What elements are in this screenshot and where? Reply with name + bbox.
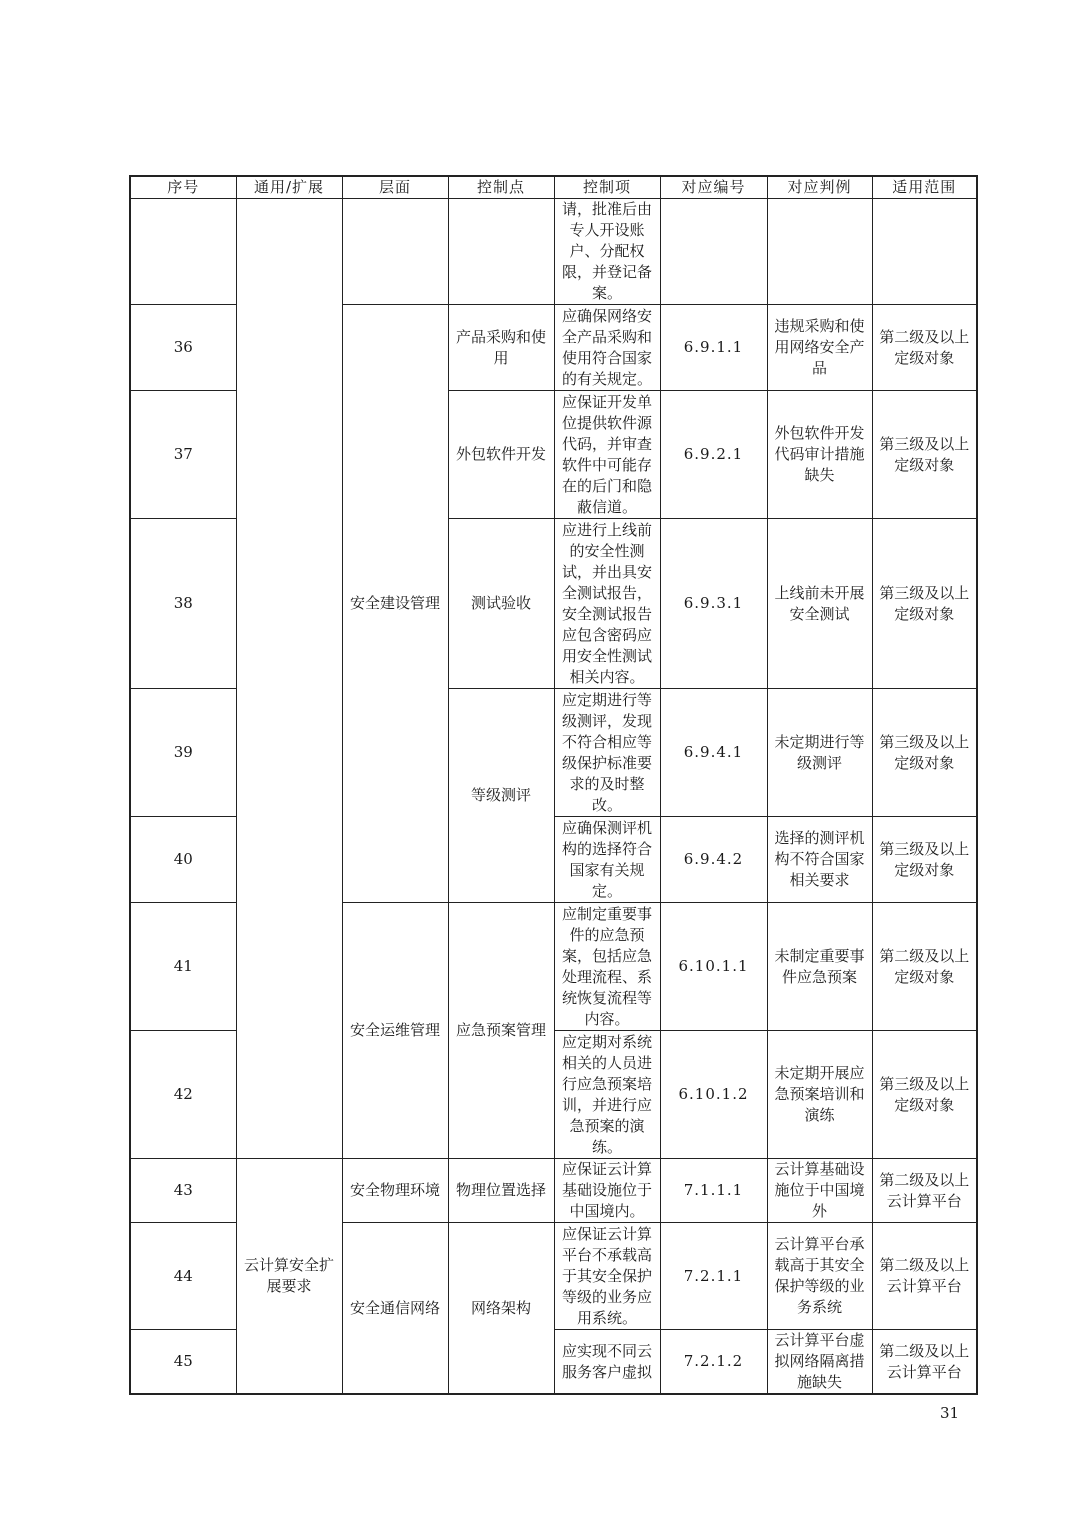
case-cell: [767, 199, 872, 305]
header-row: [130, 176, 977, 199]
row-no: 45: [130, 1330, 236, 1395]
row-no: 40: [130, 817, 236, 903]
code-cell: 6.10.1.2: [660, 1031, 767, 1159]
case-cell: 云计算基础设施位于中国境外: [767, 1159, 872, 1223]
case-cell: 违规采购和使用网络安全产品: [767, 305, 872, 391]
layer-cell: 安全运维管理: [342, 903, 448, 1159]
control-point-cell: 外包软件开发: [448, 391, 554, 519]
row-no: 39: [130, 689, 236, 817]
header-control-point: 控制点: [448, 176, 554, 199]
code-cell: 6.9.4.2: [660, 817, 767, 903]
code-cell: 6.9.2.1: [660, 391, 767, 519]
header-scope: 适用范围: [872, 176, 977, 199]
header-case: 对应判例: [767, 176, 872, 199]
header-general-extension: 通用/扩展: [236, 176, 342, 199]
scope-cell: 第二级及以上云计算平台: [872, 1330, 977, 1395]
case-cell: 未定期进行等级测评: [767, 689, 872, 817]
control-point-cell: 应急预案管理: [448, 903, 554, 1159]
scope-cell: 第二级及以上定级对象: [872, 903, 977, 1031]
scope-cell: 第三级及以上定级对象: [872, 519, 977, 689]
layer-cell: 安全物理环境: [342, 1159, 448, 1223]
control-item: 应保证云计算基础设施位于中国境内。: [554, 1159, 660, 1223]
case-cell: 云计算平台虚拟网络隔离措施缺失: [767, 1330, 872, 1395]
code-cell: 6.10.1.1: [660, 903, 767, 1031]
row-no: 41: [130, 903, 236, 1031]
case-cell: 未定期开展应急预案培训和演练: [767, 1031, 872, 1159]
general-extension-cell: [236, 199, 342, 1159]
code-cell: 6.9.4.1: [660, 689, 767, 817]
header-code: 对应编号: [660, 176, 767, 199]
requirements-table: [129, 175, 978, 1395]
scope-cell: 第三级及以上定级对象: [872, 391, 977, 519]
case-cell: 未制定重要事件应急预案: [767, 903, 872, 1031]
table-row: [130, 1159, 977, 1223]
case-cell: 外包软件开发代码审计措施缺失: [767, 391, 872, 519]
control-item: 应定期进行等级测评，发现不符合相应等级保护标准要求的及时整改。: [554, 689, 660, 817]
control-item: 应进行上线前的安全性测试，并出具安全测试报告，安全测试报告应包含密码应用安全性测试相关内容。: [554, 519, 660, 689]
control-item: 应保证云计算平台不承载高于其安全保护等级的业务应用系统。: [554, 1223, 660, 1330]
control-item: 应保证开发单位提供软件源代码，并审查软件中可能存在的后门和隐蔽信道。: [554, 391, 660, 519]
control-point-cell: [448, 199, 554, 305]
general-extension-cell: 云计算安全扩展要求: [236, 1159, 342, 1395]
row-no: 44: [130, 1223, 236, 1330]
scope-cell: 第二级及以上云计算平台: [872, 1223, 977, 1330]
page-number: 31: [940, 1404, 960, 1422]
case-cell: 上线前未开展安全测试: [767, 519, 872, 689]
control-item: 应实现不同云服务客户虚拟: [554, 1330, 660, 1395]
row-no: 42: [130, 1031, 236, 1159]
control-item: 请，批准后由专人开设账户、分配权限，并登记备案。: [554, 199, 660, 305]
header-layer: 层面: [342, 176, 448, 199]
control-point-cell: 网络架构: [448, 1223, 554, 1395]
case-cell: 云计算平台承载高于其安全保护等级的业务系统: [767, 1223, 872, 1330]
scope-cell: 第三级及以上定级对象: [872, 1031, 977, 1159]
case-cell: 选择的测评机构不符合国家相关要求: [767, 817, 872, 903]
header-no: 序号: [130, 176, 236, 199]
row-no: [130, 199, 236, 305]
control-item: 应确保测评机构的选择符合国家有关规定。: [554, 817, 660, 903]
code-cell: 6.9.1.1: [660, 305, 767, 391]
row-no: 38: [130, 519, 236, 689]
header-control-item: 控制项: [554, 176, 660, 199]
control-point-cell: 物理位置选择: [448, 1159, 554, 1223]
row-no: 43: [130, 1159, 236, 1223]
scope-cell: 第二级及以上云计算平台: [872, 1159, 977, 1223]
code-cell: 6.9.3.1: [660, 519, 767, 689]
control-point-cell: 等级测评: [448, 689, 554, 903]
control-item: 应确保网络安全产品采购和使用符合国家的有关规定。: [554, 305, 660, 391]
code-cell: 7.2.1.2: [660, 1330, 767, 1395]
layer-cell: 安全建设管理: [342, 305, 448, 903]
scope-cell: [872, 199, 977, 305]
control-item: 应制定重要事件的应急预案，包括应急处理流程、系统恢复流程等内容。: [554, 903, 660, 1031]
row-no: 36: [130, 305, 236, 391]
scope-cell: 第三级及以上定级对象: [872, 817, 977, 903]
code-cell: 7.1.1.1: [660, 1159, 767, 1223]
code-cell: [660, 199, 767, 305]
row-no: 37: [130, 391, 236, 519]
control-point-cell: 测试验收: [448, 519, 554, 689]
layer-cell: 安全通信网络: [342, 1223, 448, 1395]
layer-cell: [342, 199, 448, 305]
code-cell: 7.2.1.1: [660, 1223, 767, 1330]
scope-cell: 第三级及以上定级对象: [872, 689, 977, 817]
scope-cell: 第二级及以上定级对象: [872, 305, 977, 391]
control-item: 应定期对系统相关的人员进行应急预案培训，并进行应急预案的演练。: [554, 1031, 660, 1159]
control-point-cell: 产品采购和使用: [448, 305, 554, 391]
table-row: [130, 199, 977, 305]
